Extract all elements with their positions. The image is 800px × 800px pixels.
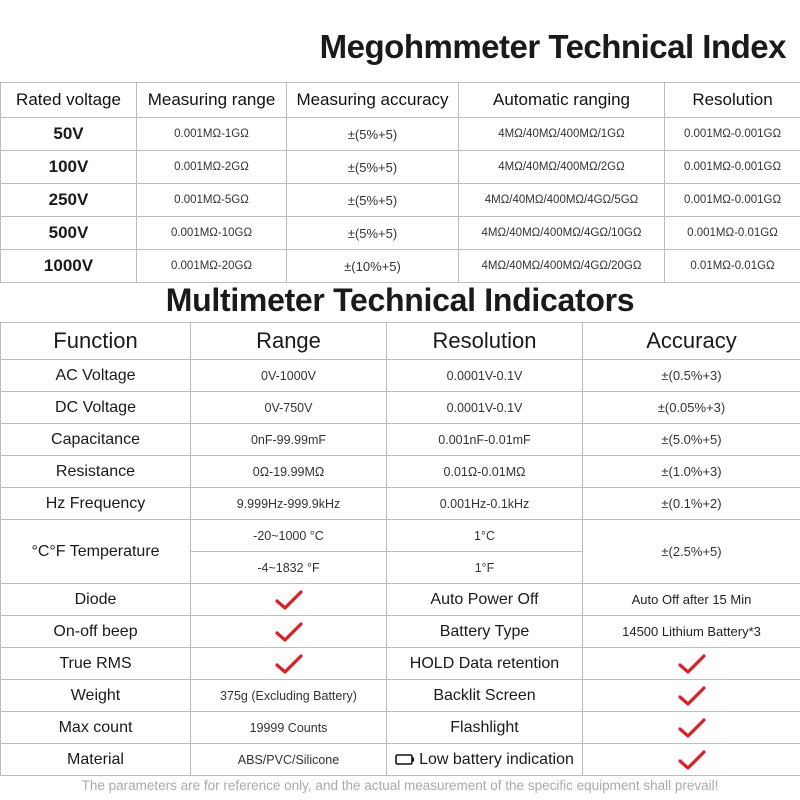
multimeter-title: Multimeter Technical Indicators <box>165 282 635 318</box>
accuracy-cell: ±(0.1%+2) <box>583 488 800 520</box>
table-row <box>1 118 800 151</box>
resolution-cell: 0.001MΩ-0.001GΩ <box>665 118 800 151</box>
hold-label: HOLD Data retention <box>387 648 583 680</box>
battery-icon <box>395 754 415 765</box>
material-label: Material <box>1 744 191 776</box>
table-row <box>1 648 800 680</box>
flashlight-label: Flashlight <box>387 712 583 744</box>
header-resolution: Resolution <box>387 323 583 360</box>
footer-disclaimer: The parameters are for reference only, and the actual measurement of the specific equipment shall prevail! <box>81 778 719 793</box>
accuracy-cell: ±(0.05%+3) <box>583 392 800 424</box>
measuring-range-cell: 0.001MΩ-20GΩ <box>137 250 287 283</box>
megohmmeter-title: Megohmmeter Technical Index <box>319 28 786 65</box>
rated-voltage-cell: 500V <box>1 217 137 250</box>
ranging-cell: 4MΩ/40MΩ/400MΩ/1GΩ <box>459 118 665 151</box>
rated-voltage-cell: 1000V <box>1 250 137 283</box>
range-cell: 9.999Hz-999.9kHz <box>191 488 387 520</box>
temperature-label: °C°F Temperature <box>1 520 191 584</box>
resolution-cell: 0.001MΩ-0.01GΩ <box>665 217 800 250</box>
backlit-label: Backlit Screen <box>387 680 583 712</box>
table-row <box>1 392 800 424</box>
resolution-celsius-cell: 1°C <box>387 520 583 552</box>
table-row <box>1 680 800 712</box>
range-cell: 0nF-99.99mF <box>191 424 387 456</box>
table-row <box>1 616 800 648</box>
low-battery-cell <box>387 744 583 776</box>
accuracy-cell: ±(5%+5) <box>287 217 459 250</box>
low-battery-check-cell <box>583 744 800 776</box>
check-mark-icon <box>274 653 304 675</box>
battery-type-label: Battery Type <box>387 616 583 648</box>
header-accuracy: Accuracy <box>583 323 800 360</box>
table-row <box>1 584 800 616</box>
table-row <box>1 360 800 392</box>
accuracy-cell: ±(10%+5) <box>287 250 459 283</box>
true-rms-label: True RMS <box>1 648 191 680</box>
header-resolution: Resolution <box>665 83 800 118</box>
table-row <box>1 217 800 250</box>
resolution-cell: 0.0001V-0.1V <box>387 360 583 392</box>
accuracy-cell: ±(5%+5) <box>287 151 459 184</box>
range-cell: 0Ω-19.99MΩ <box>191 456 387 488</box>
function-cell: DC Voltage <box>1 392 191 424</box>
header-range: Range <box>191 323 387 360</box>
resolution-cell: 0.001MΩ-0.001GΩ <box>665 184 800 217</box>
resolution-cell: 0.01Ω-0.01MΩ <box>387 456 583 488</box>
header-automatic-ranging: Automatic ranging <box>459 83 665 118</box>
table-row <box>1 712 800 744</box>
header-measuring-range: Measuring range <box>137 83 287 118</box>
measuring-range-cell: 0.001MΩ-2GΩ <box>137 151 287 184</box>
megohmmeter-table <box>0 82 800 283</box>
onoff-beep-label: On-off beep <box>1 616 191 648</box>
temperature-accuracy-cell: ±(2.5%+5) <box>583 520 800 584</box>
resolution-fahrenheit-cell: 1°F <box>387 552 583 584</box>
accuracy-cell: ±(5%+5) <box>287 118 459 151</box>
weight-label: Weight <box>1 680 191 712</box>
max-count-label: Max count <box>1 712 191 744</box>
ranging-cell: 4MΩ/40MΩ/400MΩ/2GΩ <box>459 151 665 184</box>
weight-value: 375g (Excluding Battery) <box>191 680 387 712</box>
low-battery-label: Low battery indication <box>419 750 574 768</box>
accuracy-cell: ±(5%+5) <box>287 184 459 217</box>
table-header-row <box>1 323 800 360</box>
table-row-temperature <box>1 520 800 552</box>
auto-power-off-value: Auto Off after 15 Min <box>583 584 800 616</box>
ranging-cell: 4MΩ/40MΩ/400MΩ/4GΩ/5GΩ <box>459 184 665 217</box>
rated-voltage-cell: 250V <box>1 184 137 217</box>
header-rated-voltage: Rated voltage <box>1 83 137 118</box>
check-mark-icon <box>677 685 707 707</box>
header-function: Function <box>1 323 191 360</box>
resolution-cell: 0.001Hz-0.1kHz <box>387 488 583 520</box>
accuracy-cell: ±(5.0%+5) <box>583 424 800 456</box>
resolution-cell: 0.01MΩ-0.01GΩ <box>665 250 800 283</box>
range-cell: 0V-750V <box>191 392 387 424</box>
battery-type-value: 14500 Lithium Battery*3 <box>583 616 800 648</box>
material-value: ABS/PVC/Silicone <box>191 744 387 776</box>
check-mark-icon <box>677 749 707 771</box>
table-row <box>1 424 800 456</box>
range-celsius-cell: -20~1000 °C <box>191 520 387 552</box>
hold-check-cell <box>583 648 800 680</box>
onoff-beep-check-cell <box>191 616 387 648</box>
table-row <box>1 184 800 217</box>
function-cell: Capacitance <box>1 424 191 456</box>
auto-power-off-label: Auto Power Off <box>387 584 583 616</box>
function-cell: Hz Frequency <box>1 488 191 520</box>
true-rms-check-cell <box>191 648 387 680</box>
backlit-check-cell <box>583 680 800 712</box>
diode-label: Diode <box>1 584 191 616</box>
table-header-row <box>1 83 800 118</box>
measuring-range-cell: 0.001MΩ-1GΩ <box>137 118 287 151</box>
function-cell: Resistance <box>1 456 191 488</box>
max-count-value: 19999 Counts <box>191 712 387 744</box>
ranging-cell: 4MΩ/40MΩ/400MΩ/4GΩ/10GΩ <box>459 217 665 250</box>
table-row <box>1 151 800 184</box>
ranging-cell: 4MΩ/40MΩ/400MΩ/4GΩ/20GΩ <box>459 250 665 283</box>
accuracy-cell: ±(1.0%+3) <box>583 456 800 488</box>
header-measuring-accuracy: Measuring accuracy <box>287 83 459 118</box>
accuracy-cell: ±(0.5%+3) <box>583 360 800 392</box>
diode-check-cell <box>191 584 387 616</box>
check-mark-icon <box>677 717 707 739</box>
measuring-range-cell: 0.001MΩ-5GΩ <box>137 184 287 217</box>
check-mark-icon <box>677 653 707 675</box>
resolution-cell: 0.001nF-0.01mF <box>387 424 583 456</box>
measuring-range-cell: 0.001MΩ-10GΩ <box>137 217 287 250</box>
rated-voltage-cell: 100V <box>1 151 137 184</box>
range-fahrenheit-cell: -4~1832 °F <box>191 552 387 584</box>
function-cell: AC Voltage <box>1 360 191 392</box>
table-row <box>1 456 800 488</box>
range-cell: 0V-1000V <box>191 360 387 392</box>
table-row <box>1 744 800 776</box>
table-row <box>1 250 800 283</box>
table-row <box>1 488 800 520</box>
flashlight-check-cell <box>583 712 800 744</box>
resolution-cell: 0.001MΩ-0.001GΩ <box>665 151 800 184</box>
check-mark-icon <box>274 589 304 611</box>
rated-voltage-cell: 50V <box>1 118 137 151</box>
multimeter-table <box>0 322 800 776</box>
resolution-cell: 0.0001V-0.1V <box>387 392 583 424</box>
check-mark-icon <box>274 621 304 643</box>
